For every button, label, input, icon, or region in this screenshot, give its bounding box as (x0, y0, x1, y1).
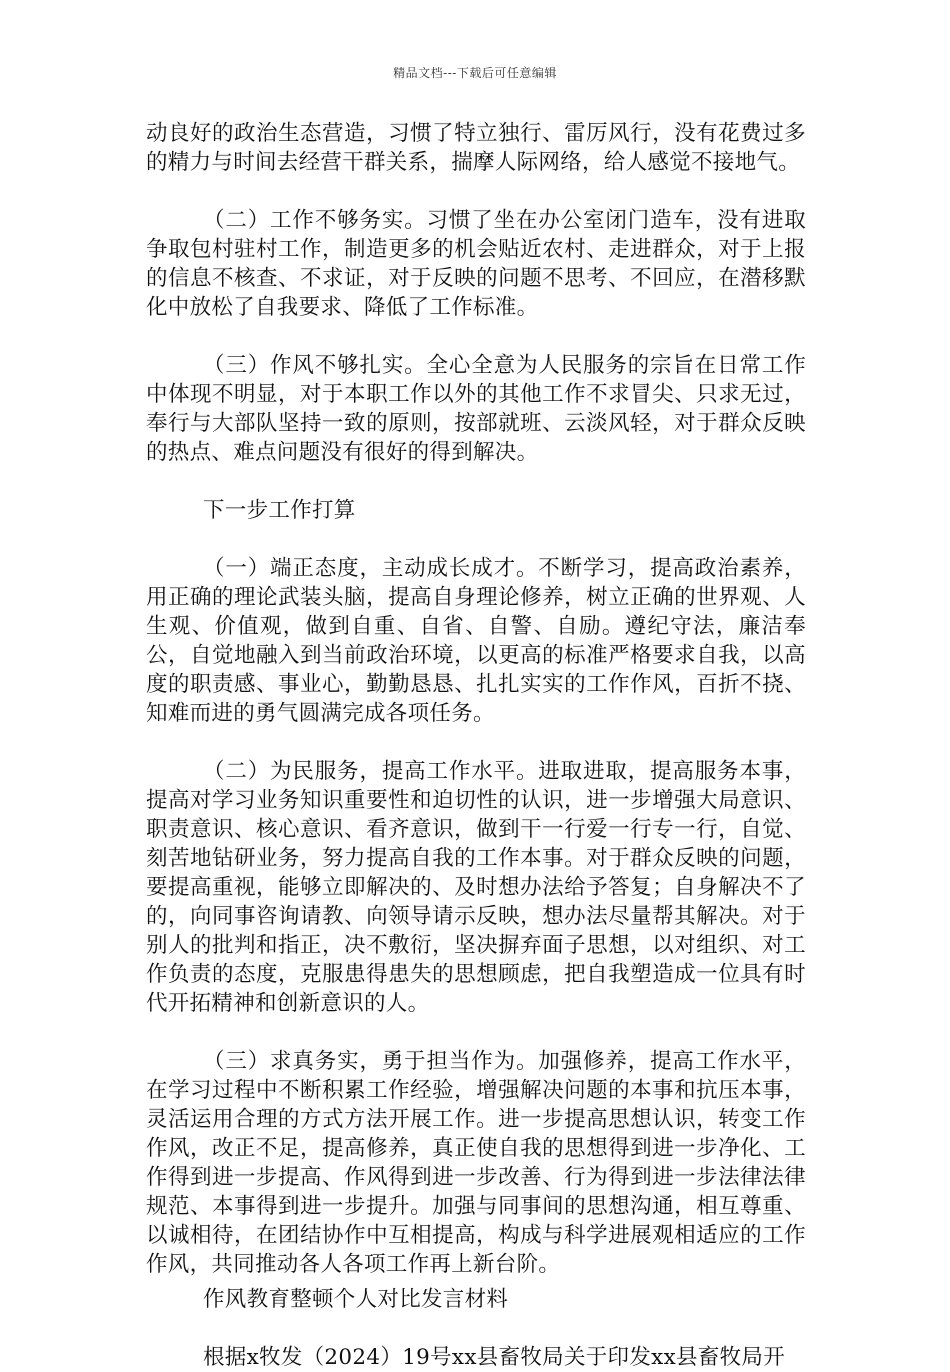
document-body (146, 119, 806, 1372)
document-title-next: 作风教育整顿个人对比发言材料 (203, 1287, 509, 1312)
paragraph-issue-2: （二）工作不够务实。习惯了坐在办公室闭门造车，没有进取争取包村驻村工作，制造更多的机会贴近农村、走进群众，对于上报的信息不核查、不求证，对于反映的问题不思考、不回应，在潜移默化中放松了自我要求、降低了工作标准。 (146, 208, 806, 320)
paragraph-plan-2: （二）为民服务，提高工作水平。进取进取，提高服务本事，提高对学习业务知识重要性和迫切性的认识，进一步增强大局意识、职责意识、核心意识、看齐意识，做到干一行爱一行专一行，自觉、刻苦地钻研业务，努力提高自我的工作本事。对于群众反映的问题，要提高重视，能够立即解决的、及时想办法给予答复；自身解决不了的，向同事咨询请教、向领导请示反映，想办法尽量帮其解决。对于别人的批判和指正，决不敷衍，坚决摒弃面子思想，以对组织、对工作负责的态度，克服患得患失的思想顾虑，把自我塑造成一位具有时代开拓精神和创新意识的人。 (146, 759, 806, 1016)
paragraph-plan-3: （三）求真务实，勇于担当作为。加强修养，提高工作水平，在学习过程中不断积累工作经验，增强解决问题的本事和抗压本事，灵活运用合理的方式方法开展工作。进一步提高思想认识，转变工作作风，改正不足，提高修养，真正使自我的思想得到进一步净化、工作得到进一步提高、作风得到进一步改善、行为得到进一步法律法律规范、本事得到进一步提升。加强与同事间的思想沟通，相互尊重、以诚相待，在团结协作中互相提高，构成与科学进展观相适应的工作作风，共同推动各人各项工作再上新台阶。 (146, 1049, 806, 1277)
paragraph-plan-1: （一）端正态度，主动成长成才。不断学习，提高政治素养，用正确的理论武装头脑，提高自身理论修养，树立正确的世界观、人生观、价值观，做到自重、自省、自警、自励。遵纪守法，廉洁奉公，自觉地融入到当前政治环境，以更高的标准严格要求自我，以高度的职责感、事业心，勤勤恳恳、扎扎实实的工作作风，百折不挠、知难而进的勇气圆满完成各项任务。 (146, 556, 806, 726)
paragraph-issue-3: （三）作风不够扎实。全心全意为人民服务的宗旨在日常工作中体现不明显，对于本职工作以外的其他工作不求冒尖、只求无过，奉行与大部队坚持一致的原则，按部就班、云淡风轻，对于群众反映的热点、难点问题没有很好的得到解决。 (146, 353, 806, 465)
document-header-watermark: 精品文档---下载后可任意编辑 (393, 66, 557, 80)
paragraph-continued: 动良好的政治生态营造，习惯了特立独行、雷厉风行，没有花费过多的精力与时间去经营干群关系，揣摩人际网络，给人感觉不接地气。 (146, 121, 806, 175)
paragraph-intro-next: 根据x牧发（2024）19号xx县畜牧局关于印发xx县畜牧局开 (203, 1345, 786, 1370)
section-heading-next-steps: 下一步工作打算 (203, 498, 356, 523)
